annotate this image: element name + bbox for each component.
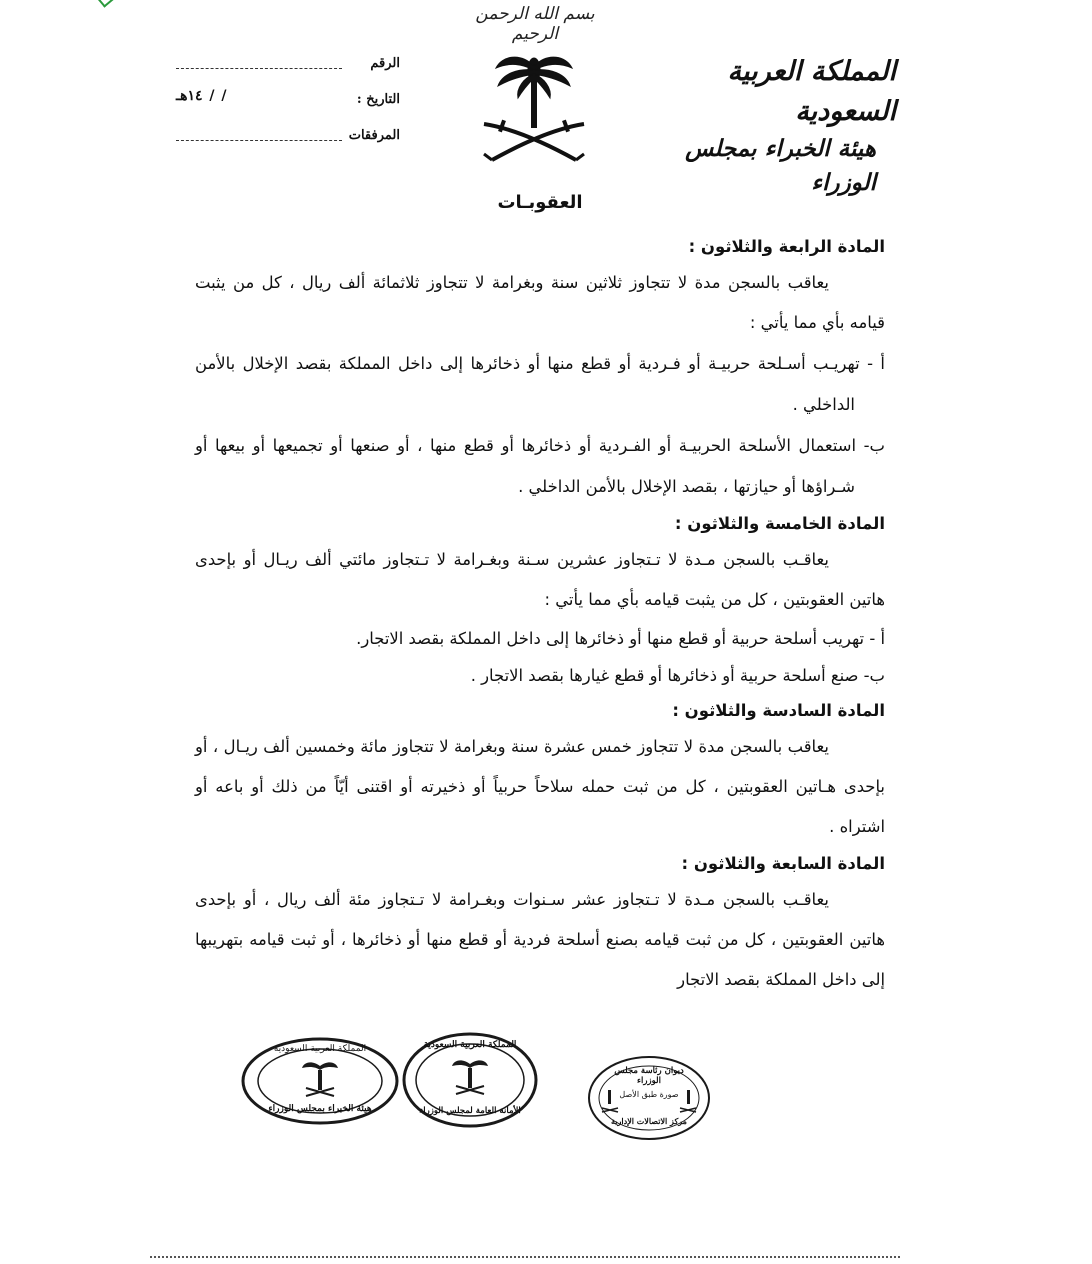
stamp-2-top-text: المملكة العربية السعودية [423,1040,517,1050]
attachments-label: المرفقات [348,128,400,143]
document-body [195,230,885,1000]
attachments-field [176,124,400,160]
article-35-text: يعاقـب بالسجن مـدة لا تـتجاوز عشرين سـنة وبغـرامة لا تـتجاوز مائتي ألف ريـال أو بإحدى هاتين العقوبتين ، كل من يثبت قيامه بأي مما يأتي : [195,550,885,609]
article-34-title: المادة الرابعة والثلاثون : [688,237,885,256]
article-34-item-a: أ - تهريـب أسـلحة حربيـة أو فـردية أو قطع منها أو ذخائرها إلى داخل المملكة بقصد الإخلال بالأمن الداخلي . [195,354,885,414]
date-label: التاريخ : [356,92,400,107]
article-37-title: المادة السابعة والثلاثون : [681,854,885,873]
article-35-item-b: ب- صنع أسلحة حربية أو ذخائرها أو قطع غيارها بقصد الاتجار . [470,666,885,685]
attachments-line [176,140,342,141]
date-slots: ١٤هـ / / [176,88,227,104]
stamp-emblem-icon [302,1062,338,1096]
number-line [176,68,342,69]
article-36-title: المادة السادسة والثلاثون : [672,701,885,720]
article-34-text: يعاقب بالسجن مدة لا تتجاوز ثلاثين سنة وبغرامة لا تتجاوز ثلاثمائة ألف ريال ، كل من يثبت قيامه بأي مما يأتي : [195,273,885,332]
stamp-experts-bureau [240,1036,400,1126]
stamp-emblem-icon [452,1060,488,1094]
stamp-3-middle-text: صورة طبق الأصل [619,1090,679,1099]
stamp-general-secretariat [400,1030,540,1130]
date-field [176,88,400,124]
stamp-administrative-communications [586,1054,712,1142]
bureau-name: هيئة الخبراء بمجلس الوزراء [685,135,876,196]
stamp-3-bottom-text: مركز الاتصالات الإدارية [611,1116,687,1126]
document-title: العقوبـات [497,192,583,213]
basmala: بسم الله الرحمن الرحيم [475,4,595,44]
palm-swords-emblem-icon [480,48,588,168]
stamp-2-bottom-text: الأمانة العامة لمجلس الوزراء [419,1106,521,1116]
kingdom-name: المملكة العربية السعودية [727,56,896,127]
corner-check-mark [98,0,118,8]
article-35-item-a: أ - تهريب أسلحة حربية أو قطع منها أو ذخائرها إلى داخل المملكة بقصد الاتجار. [356,629,885,648]
reference-fields [176,52,400,160]
stamp-1-top-text: المملكة العربية السعودية [273,1044,367,1054]
letterhead [626,52,896,200]
article-37-text: يعاقـب بالسجن مـدة لا تـتجاوز عشر سـنوات وبغـرامة لا تـتجاوز مئة ألف ريال ، أو بإحدى هاتين العقوبتين ، كل من ثبت قيامه بصنع أسلحة فردية أو قطع منها أو ذخائرها ، أو ثبت قيامه بتهريبها إلى داخل المملكة بقصد الاتجار [195,890,885,989]
stamp-3-top-text: ديوان رئاسة مجلس الوزراء [614,1066,684,1086]
number-label: الرقم [370,56,400,71]
stamp-1-bottom-text: هيئة الخبراء بمجلس الوزراء [268,1104,372,1114]
article-34-item-b: ب- استعمال الأسلحة الحربيـة أو الفـردية أو ذخائرها أو قطع منها ، أو صنعها أو تجميعها أو بيعها أو شـراؤها أو حيازتها ، بقصد الإخلال بالأمن الداخلي . [195,436,885,496]
number-field [176,52,400,88]
article-35-title: المادة الخامسة والثلاثون : [674,514,885,533]
article-36-text: يعاقب بالسجن مدة لا تتجاوز خمس عشرة سنة وبغرامة لا تتجاوز مائة وخمسين ألف ريـال ، أو بإحدى هـاتين العقوبتين ، كل من ثبت حمله سلاحاً حربياً أو ذخيرته أو اقتنى أيّاً من ذلك أو باعه أو اشتراه . [195,737,885,836]
bottom-edge-dots [150,1256,900,1258]
